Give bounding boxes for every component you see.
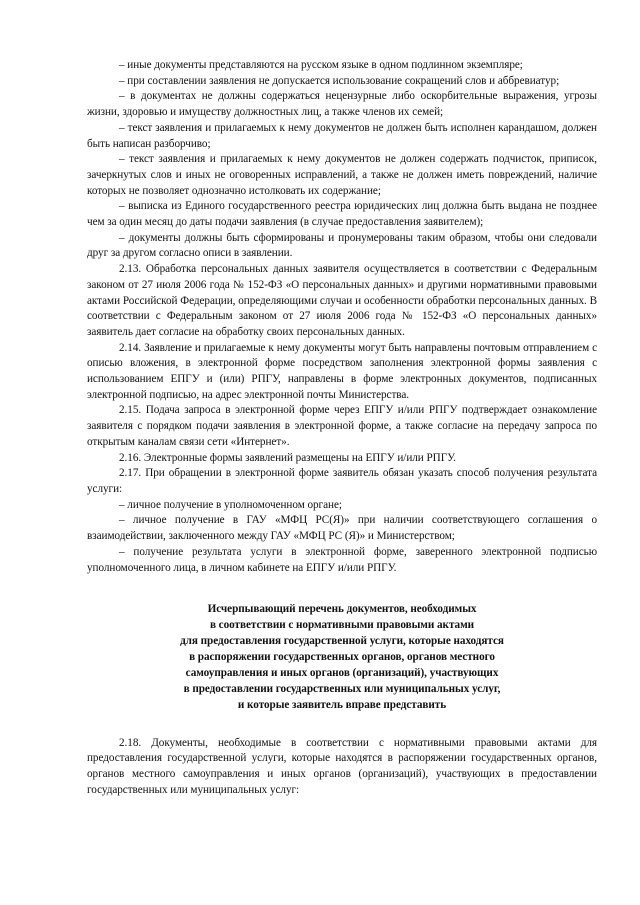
heading-line: для предоставления государственной услуги, которые находятся xyxy=(180,635,504,648)
paragraph-no-obscene-language: – в документах не должны содержаться нецензурные либо оскорбительные выражения, угрозы жизни, здоровью и имуществу должностных лиц, а также членов их семей; xyxy=(87,90,597,119)
paragraph-personal-pickup: – личное получение в уполномоченном органе; xyxy=(119,498,342,511)
paragraph-2-17: 2.17. При обращении в электронной форме заявитель обязан указать способ получения результата услуги: xyxy=(87,467,597,495)
heading-line: в предоставлении государственных или муниципальных услуг, xyxy=(183,682,501,695)
paragraph-numbering: – документы должны быть сформированы и пронумерованы таким образом, чтобы они следовали друг за другом согласно описи в заявлении. xyxy=(87,231,597,260)
paragraph-2-14: 2.14. Заявление и прилагаемые к нему документы могут быть направлены почтовым отправлением с описью вложения, в электронной форме посредством заполнения электронной формы заявления с использованием ЕПГУ и (или) РПГУ, направлены в форме электронных документов, подписанных электронной подписью, на адрес электронной почты Министерства. xyxy=(87,341,597,401)
heading-line: и которые заявитель вправе представить xyxy=(237,698,447,711)
paragraph-no-corrections: – текст заявления и прилагаемых к нему документов не должен содержать подчисток, приписок, зачеркнутых слов и иных не оговоренных исправлений, а также не должен иметь повреждений, наличие которых не позволяет однозначно истолковать их содержание; xyxy=(87,153,597,197)
paragraph-2-13: 2.13. Обработка персональных данных заявителя осуществляется в соответствии с Федеральным законом от 27 июля 2006 года № 152-ФЗ «О персональных данных» и другими нормативными правовыми актами Российской Федерации, определяющими случаи и особенности обработки персональных данных. В соответствии с Федеральным законом от 27 июля 2006 года № 152-ФЗ «О персональных данных» заявитель дает согласие на обработку своих персональных данных. xyxy=(87,263,597,338)
heading-line: в распоряжении государственных органов, органов местного xyxy=(189,650,495,663)
paragraph-no-abbreviations: – при составлении заявления не допускается использование сокращений слов и аббревиатур; xyxy=(119,74,560,87)
heading-line: в соответствии с нормативными правовыми актами xyxy=(209,619,475,632)
paragraph-2-16: 2.16. Электронные формы заявлений размещены на ЕПГУ и/или РПГУ. xyxy=(119,451,456,464)
paragraph-no-pencil: – текст заявления и прилагаемых к нему документов не должен быть исполнен карандашом, должен быть написан разборчиво; xyxy=(87,121,597,150)
heading-line: Исчерпывающий перечень документов, необходимых xyxy=(207,603,477,616)
heading-line: самоуправления и иных органов (организаций), участвующих xyxy=(185,666,499,679)
paragraph-2-18: 2.18. Документы, необходимые в соответствии с нормативными правовыми актами для предоставления государственной услуги, которые находятся в распоряжении государственных органов, органов местного самоуправления и иных органов (организаций), участвующих в предоставлении государственных или муниципальных услуг: xyxy=(87,736,597,796)
paragraph-original-copy: – иные документы представляются на русском языке в одном подлинном экземпляре; xyxy=(119,59,523,71)
paragraph-egrul-extract: – выписка из Единого государственного реестра юридических лиц должна быть выдана не позднее чем за один месяц до даты подачи заявления (в случае предоставления заявителем); xyxy=(87,200,597,229)
document-page xyxy=(87,58,597,798)
paragraph-electronic-result: – получение результата услуги в электронной форме, заверенного электронной подписью уполномоченного лица, в личном кабинете на ЕПГУ и/или РПГУ. xyxy=(87,545,597,574)
paragraph-2-15: 2.15. Подача запроса в электронной форме через ЕПГУ и/или РПГУ подтверждает ознакомление заявителя с порядком подачи заявления в электронной форме, а также согласие на передачу запроса по открытым каналам связи сети «Интернет». xyxy=(87,404,597,448)
section-heading xyxy=(87,602,597,713)
paragraph-mfc-pickup: – личное получение в ГАУ «МФЦ РС(Я)» при наличии соответствующего соглашения о взаимодействии, заключенного между ГАУ «МФЦ РС (Я)» и Министерством; xyxy=(87,514,597,543)
